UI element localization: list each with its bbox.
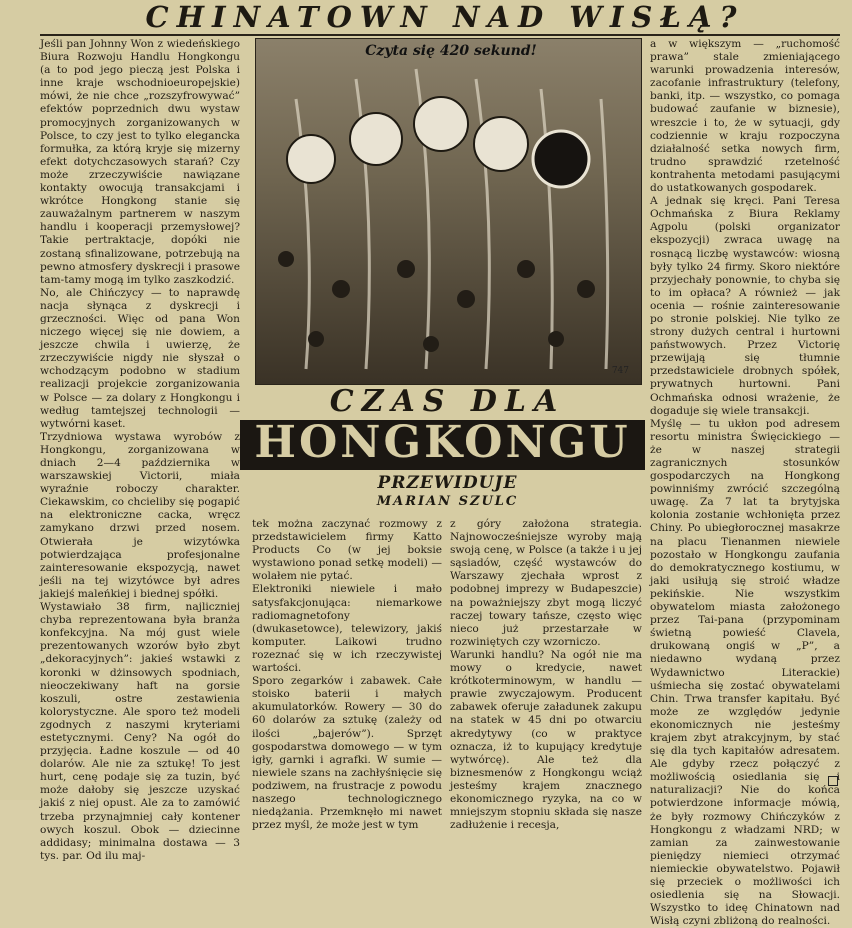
title-top: CZAS DLA <box>329 384 566 419</box>
text-column-3: z góry założona strategia. Najnowocześniejsze wyroby mają swoją cenę, w Polsce (a także i u jej sąsiadów, część wystawców do Warszawy zjechała wprost z podobnej imprezy w Budapeszcie) na poważniejszy zbyt mogą liczyć raczej towary tańsze, często więc nieco już przestarzałe w rozwiniętych czy wzorniczo. Warunki handlu? Na ogół nie ma mowy o kredycie, nawet krótkoterminowym, w handlu — prawie zwyczajowym. Producent zabawek oferuje załadunek zakupu na statek w 45 dni po otwarciu akredytywy (co w praktyce oznacza, iż to kupujący kredytuje wytwórcę). Ale też dla biznesmenów z Hongkongu wciąż jesteśmy krajem znacznego ekonomicznego ryzyka, na co w mniejszym stopniu składa się nasze zadłużenie i recesja, <box>450 518 642 832</box>
reading-time: Czyta się 420 sekund! <box>365 43 537 59</box>
watches-photo <box>255 38 642 385</box>
article-headline: CHINATOWN NAD WISŁĄ? <box>145 0 745 34</box>
text-column-1: Jeśli pan Johnny Won z wiedeńskiego Biura Rozwoju Handlu Hongkongu (a to pod jego pieczą jest Polska i inne kraje wschodnioeuropejskie) mówi, że nie chce „rozszyfrowywać” efektów poprzednich dwu wystaw promocyjnych zorganizowanych w Polsce, to czy jest to tylko elegancka formułka, za którą kryje się mizerny efekt dotychczasowych starań? Czy może zrzeczywiście nawiązane kontakty owocują transakcjami i wkrótce Hongkong stanie się zauważalnym partnerem w naszym handlu i kooperacji przemysłowej? Takie pertraktacje, dopóki nie zostaną sfinalizowane, potrzebują na pewno atmosfery dyskrecji i prasowe tam-tamy mogą im tylko zaszkodzić. No, ale Chińczycy — to naprawdę nacja słynąca z dyskrecji i grzeczności. Więc od pana Won niczego więcej się nie dowiem, a jeszcze chwila i uwierzę, że zrzeczywiście nigdy nie słyszał o wchodzącym podobno w stadium realizacji projekcie zorganizowania w Polsce — za dolary z Hongkongu i według tamtejszej technologii — wytwórni kaset. Trzydniowa wystawa wyrobów z Hongkongu, zorganizowana w dniach 2—4 października w warszawskiej Victorii, miała wyraźnie roboczy charakter. Ciekawskim, co chcieliby się pogapić na elektroniczne cacka, wręcz zamykano drzwi przed nosem. Otwierała je wizytówka potwierdzająca profesjonalne zainteresowanie ekspozycją, nawet jeśli na tej wizytówce był adres jakiejś maleńkiej i biednej spółki. Wystawiało 38 firm, najliczniej chyba reprezentowana była branża konfekcyjna. Na mój gust wiele prezentowanych wzorów było zbyt „dekoracyjnych”: jakieś wstawki z koronki w dżinsowych spodniach, nieoczekiwany haft na gorsie koszuli, ostre zestawienia kolorystyczne. Ale sporo też modeli zgodnych z naszymi kryteriami estetycznymi. Ceny? Na ogół do przyjęcia. Ładne koszule — od 40 dolarów. Ale nie za sztukę! To jest hurt, cenę podaje się za tuzin, być może dałoby się jeszcze uzyskać jakiś z niej opust. Ale za to zamówić trzeba przynajmniej cały kontener owych koszul. Obok — dziecinne addidasy; minimalna dostawa — 3 tys. par. Od ilu maj- <box>40 38 240 862</box>
end-of-article-mark <box>828 776 838 786</box>
text-column-2: tek można zaczynać rozmowy z przedstawicielem firmy Katto Products Co (w jej boksie wystawiono ponad setkę modeli) — wolałem nie pytać. Elektroniki niewiele i mało satysfakcjonująca: niemarkowe radiomagnetofony (dwukasetowce), telewizory, jakiś komputer. Laikowi trudno rozeznać się w ich rzeczywistej wartości. Sporo zegarków i zabawek. Całe stoisko baterii i małych akumulatorków. Rowery — 30 do 60 dolarów za sztukę (zależy od ilości „bajerów”). Sprzęt gospodarstwa domowego — w tym igły, garnki i agrafki. W sumie — niewiele szans na zachłyśnięcie się podziwem, na frustracje z powodu naszego technologicznego niedążania. Przemknęło mi nawet przez myśl, że może jest w tym <box>252 518 442 832</box>
text-column-4: a w większym — „ruchomość prawa” stale zmieniającego warunki prowadzenia interesów, zacofanie infrastruktury (telefony, banki, itp. — wszystko, co pomaga budować zaufanie w biznesie), wreszcie i to, że w sytuacji, gdy codziennie w kraju rozpoczyna działalność setka nowych firm, trudno sprawdzić rzetelność kontrahenta metodami pasującymi do ustatkowanych gospodarek. A jednak się kręci. Pani Teresa Ochmańska z Biura Reklamy Agpolu (polski organizator ekspozycji) zwraca uwagę na rosnącą liczbę wystawców: wiosną były tylko 24 firmy. Skoro niektóre przyjechały ponownie, to chyba się to im opłaca? A również — jak ocenia — rośnie zainteresowanie po stronie polskiej. Nie tylko ze strony dużych central i hurtowni państwowych. Przez Victorię przewijają się tłumnie przedstawiciele drobnych spółek, prywatnych hurtowni. Pani Ochmańska odnosi wrażenie, że dogaduje się wiele transakcji. Myślę — tu ukłon pod adresem resortu ministra Święcickiego — że w naszej strategii zagranicznych stosunków gospodarczych na Hongkong powinniśmy zwrócić szczególną uwagę. Za 7 lat ta brytyjska kolonia zostanie wchłonięta przez Chiny. Po ubiegłorocznej masakrze na placu Tienanmen niewiele pozostało w Hongkongu zaufania do demokratycznego kostiumu, w jaki usiłują się stroić władze pekińskie. Nie wszystkim obywatelom miasta założonego przez Tai-pana (przypominam świetną powieść Clavela, drukowaną ongiś w „P”, a niedawno wydaną przez Wydawnictwo Literackie) uśmiecha się zostać obywatelami Chin. Trwa transfer kapitału. Być może ze względów jedynie ekonomicznych nie jesteśmy krajem zbyt atrakcyjnym, by stać się dla tych kapitałów adresatem. Ale gdyby rzecz połączyć z możliwością osiedlania się i naturalizacji? Nie do końca potwierdzone informacje mówią, że były rozmowy Chińczyków z Hongkongu z władzami NRD; w zamian za zainwestowanie pieniędzy niemieci otrzymać niemieckie obywatelstwo. Pojawił się przeciek o możliwości ich osiedlenia się na Słowacji. Wszystko to ideę Chinatown nad Wisłą czyni zbliżoną do realności. <box>650 38 840 928</box>
byline-label: PRZEWIDUJE <box>377 473 518 493</box>
photo-number: 747 <box>611 366 629 376</box>
byline-name: MARIAN SZULC <box>376 494 519 509</box>
watches-illustration <box>256 39 641 384</box>
headline-rule <box>40 34 840 36</box>
title-main: HONGKONGU <box>254 417 631 468</box>
